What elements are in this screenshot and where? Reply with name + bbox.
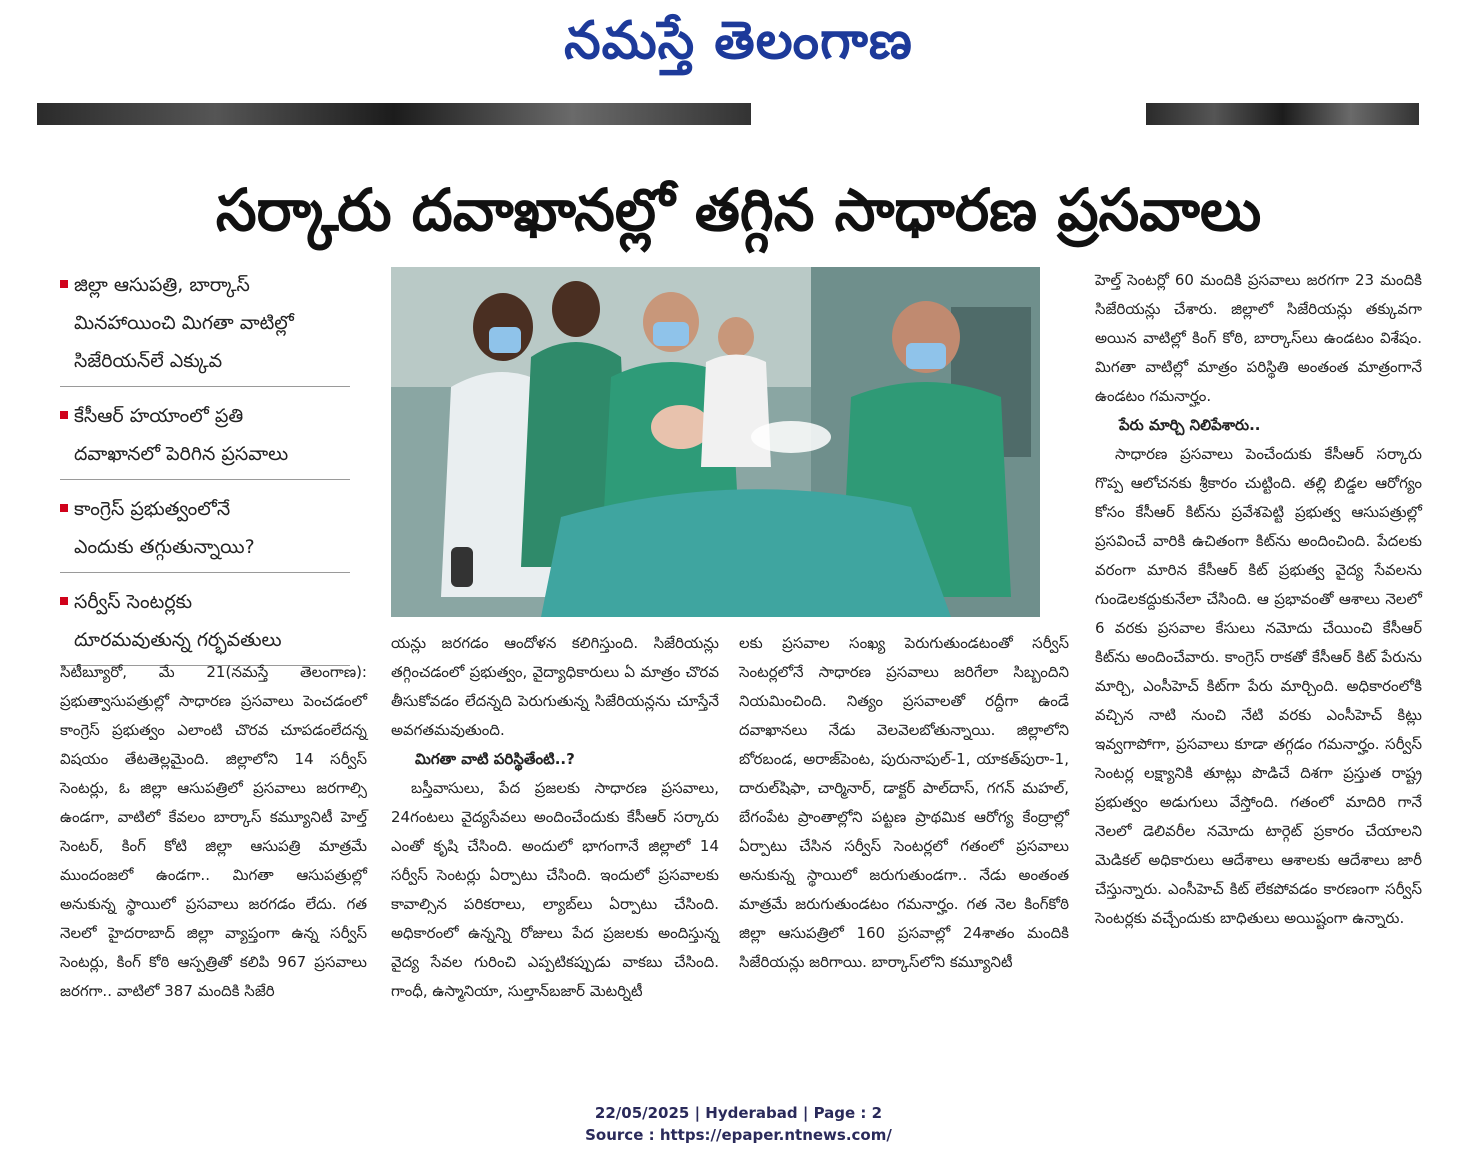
bullet-square-icon bbox=[60, 504, 68, 512]
article-headline: సర్కారు దవాఖానల్లో తగ్గిన సాధారణ ప్రసవాలు bbox=[215, 176, 1262, 244]
highlight-line: దూరమవుతున్న గర్భవతులు bbox=[74, 629, 282, 651]
article-column-1 bbox=[60, 658, 367, 1006]
column-3-text: లకు ప్రసవాల సంఖ్య పెరుగుతుండటంతో సర్వీస్ సెంటర్లలోనే సాధారణ ప్రసవాలు జరిగేలా సిబ్బందిని నియమించింది. నిత్యం ప్రసవాలతో రద్దీగా ఉండే దవాఖానలు నేడు వెలవెలబోతున్నాయి. జిల్లాలోని బోరబండ, అరాజ్‌పెంట, పురునాపుల్-1, యాకత్‌పురా-1, దారుల్‌షిఫా, చార్మినార్, డాక్టర్ పాల్‌దాస్, గగన్ మహల్, బేగంపేట ప్రాంతాల్లోని పట్టణ ప్రాథమిక ఆరోగ్య కేంద్రాల్లో ఏర్పాటు చేసిన సర్వీస్ సెంటర్లలో గతంలో ప్రసవాలు అనుకున్న స్థాయిలో జరుగుతుండగా.. నేడు అంతంత మాత్రమే జరుగుతుండటం గమనార్హం. గత నెల కింగ్‌కోఠి జిల్లా ఆసుపత్రిలో 160 ప్రసవాల్లో 24శాతం మందికి సిజేరియన్లు జరిగాయి. బార్కాస్‌లోని కమ్యూనిటీ bbox=[739, 634, 1069, 971]
article-photo bbox=[391, 267, 1040, 617]
article-column-4 bbox=[1095, 266, 1422, 933]
highlight-item bbox=[60, 397, 350, 480]
highlights-list bbox=[60, 266, 350, 676]
column-2-text-continued: బస్తీవాసులు, పేద ప్రజలకు సాధారణ ప్రసవాలు, 24గంటలు వైద్యసేవలు అందించేందుకు కేసీఆర్ సర్కారు ఎంతో కృషి చేసింది. అందులో భాగంగానే జిల్లాలో 14 సర్వీస్ సెంటర్లు ఏర్పాటు చేసింది. ఇందులో ప్రసవాలకు కావాల్సిన పరికరాలు, ల్యాబ్‌లు ఏర్పాటు చేసింది. అధికారంలో ఉన్నన్ని రోజులు పేద ప్రజలకు అందిస్తున్న వైద్య సేవల గురించి ఎప్పటికప్పుడు వాకబు చేసింది. గాంధీ, ఉస్మానియా, సుల్తాన్‌బజార్ మెటర్నిటీ bbox=[391, 779, 719, 1000]
subheading-other-hospitals: మిగతా వాటి పరిస్థితేంటి..? bbox=[415, 750, 575, 768]
article-column-2 bbox=[391, 629, 719, 1006]
bullet-square-icon bbox=[60, 280, 68, 288]
footer-source-link[interactable]: Source : https://epaper.ntnews.com/ bbox=[585, 1126, 892, 1144]
highlight-item bbox=[60, 490, 350, 573]
highlight-line: జిల్లా ఆసుపత్రి, బార్కాస్ bbox=[74, 274, 250, 296]
bullet-square-icon bbox=[60, 411, 68, 419]
column-4-text: హెల్త్ సెంటర్లో 60 మందికి ప్రసవాలు జరగగా 23 మందికి సిజేరియన్లు చేశారు. జిల్లాలో సిజేరియన్లు తక్కువగా అయిన వాటిల్లో కింగ్ కోఠి, బార్కాస్‌లు ఉండటం విశేషం. మిగతా వాటిల్లో మాత్రం పరిస్థితి అంతంత మాత్రంగానే ఉండటం గమనార్హం. bbox=[1095, 271, 1422, 405]
top-photo-strip-left bbox=[37, 103, 751, 125]
column-1-text: సిటీబ్యూరో, మే 21(నమస్తే తెలంగాణ): ప్రభుత్వాసుపత్రుల్లో సాధారణ ప్రసవాలు పెంచడంలో కాంగ్రెస్ ప్రభుత్వం ఎలాంటి చొరవ చూపడంలేదన్న విషయం తేటతెల్లమైంది. జిల్లాలోని 14 సర్వీస్ సెంటర్లు, ఓ జిల్లా ఆసుపత్రిలో ప్రసవాలు జరగాల్సి ఉండగా, వాటిలో కేవలం బార్కాస్ కమ్యూనిటీ హెల్త్ సెంటర్, కింగ్ కోటి జిల్లా ఆసుపత్రి మాత్రమే ముందంజలో ఉండగా.. మిగతా ఆసుపత్రుల్లో అనుకున్న స్థాయిలో ప్రసవాలు జరగడం లేదు. గత నెలలో హైదరాబాద్ జిల్లా వ్యాప్తంగా ఉన్న సర్వీస్ సెంటర్లు, కింగ్ కోఠి ఆస్పత్రితో కలిపి 967 ప్రసవాలు జరగగా.. వాటిలో 387 మందికి సిజేరి bbox=[60, 663, 367, 1000]
highlight-line: కాంగ్రెస్ ప్రభుత్వంలోనే bbox=[74, 498, 231, 520]
highlight-item bbox=[60, 266, 350, 387]
footer-date-page: 22/05/2025 | Hyderabad | Page : 2 bbox=[594, 1104, 883, 1122]
top-photo-strip-right bbox=[1146, 103, 1419, 125]
highlight-line: సిజేరియన్‌లే ఎక్కువ bbox=[74, 350, 223, 372]
column-4-text-continued: సాధారణ ప్రసవాలు పెంచేందుకు కేసీఆర్ సర్కారు గొప్ప ఆలోచనకు శ్రీకారం చుట్టింది. తల్లి బిడ్డల ఆరోగ్యం కోసం కేసీఆర్ కిట్‌ను ప్రవేశపెట్టి ప్రభుత్వ ఆసుపత్రుల్లో ప్రసవించే వారికి ఉచితంగా కిట్‌ను అందించింది. పేదలకు వరంగా మారిన కేసీఆర్ కిట్ ప్రభుత్వ వైద్య సేవలను గుండెలకద్దుకునేలా చేసింది. ఆ ప్రభావంతో ఆశాలు నెలలో 6 వరకు ప్రసవాల కేసులు నమోదు చేయించి కేసీఆర్ కిట్‌ను అందించేవారు. కాంగ్రెస్ రాకతో కేసీఆర్ కిట్ పేరును మార్చి, ఎంసీహెచ్ కిట్‌గా పేరు మార్చింది. అధికారంలోకి వచ్చిన నాటి నుంచి నేటి వరకు ఎంసీహెచ్ కిట్లు ఇవ్వగాపోగా, ప్రసవాలు కూడా తగ్గడం గమనార్హం. సర్వీస్ సెంటర్ల లక్ష్యానికి తూట్లు పొడిచే దిశగా ప్రస్తుత రాష్ట్ర ప్రభుత్వం అడుగులు వేస్తోంది. గతంలో మాదిరి గానే నెలలో డెలివరీల నమోదు టార్గెట్ ప్రకారం చేయాలని మెడికల్ అధికారులు ఆదేశాలు ఆశాలకు ఆదేశాలు జారీ చేస్తున్నారు. ఎంసీహెచ్ కిట్ లేకపోవడం కారణంగా సర్వీస్ సెంటర్లకు వచ్చేందుకు బాధితులు అయిష్టంగా ఉన్నారు. bbox=[1095, 445, 1422, 927]
highlight-item bbox=[60, 583, 350, 666]
highlight-line: సర్వీస్ సెంటర్లకు bbox=[74, 591, 193, 613]
subheading-name-changed: పేరు మార్చి నిలిపేశారు.. bbox=[1119, 416, 1261, 434]
masthead-logo: నమస్తే తెలంగాణ bbox=[564, 11, 913, 71]
column-2-text: యన్లు జరగడం ఆందోళన కలిగిస్తుంది. సిజేరియన్లు తగ్గించడంలో ప్రభుత్వం, వైద్యాధికారులు ఏ మాత్రం చొరవ తీసుకోవడం లేదన్నది పెరుగుతున్న సిజేరియన్లను చూస్తేనే అవగతమవుతుంది. bbox=[391, 634, 719, 739]
highlight-line: దవాఖానలో పెరిగిన ప్రసవాలు bbox=[74, 443, 289, 465]
article-column-3 bbox=[739, 629, 1069, 977]
highlight-line: కేసీఆర్ హయాంలో ప్రతి bbox=[74, 405, 244, 427]
bullet-square-icon bbox=[60, 597, 68, 605]
highlight-line: మినహాయించి మిగతా వాటిల్లో bbox=[74, 312, 294, 334]
highlight-line: ఎందుకు తగ్గుతున్నాయి? bbox=[74, 536, 255, 558]
